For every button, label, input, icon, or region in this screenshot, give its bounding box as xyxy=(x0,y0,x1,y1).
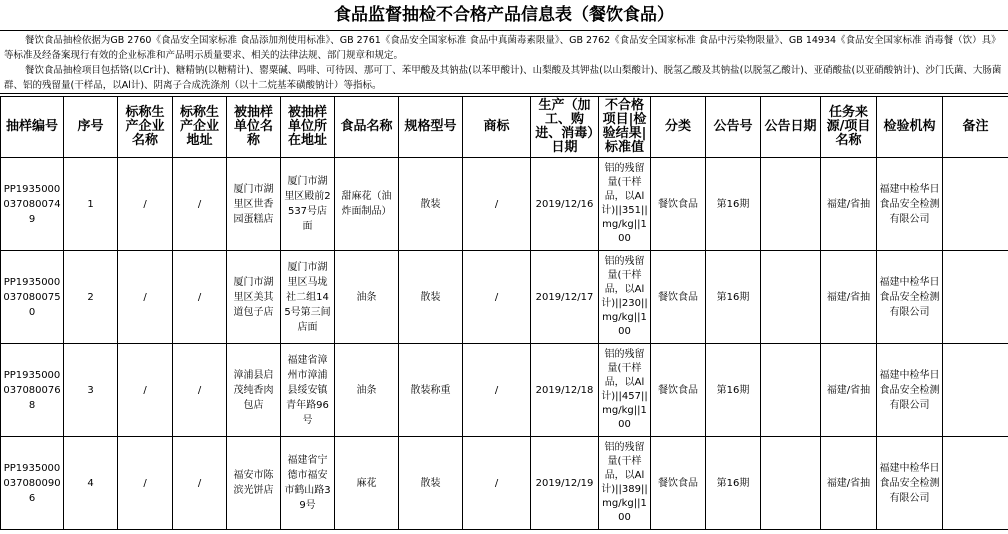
table-cell: 厦门市湖里区马垅社二组145号第三间店面 xyxy=(281,251,335,344)
table-cell: 福建/省抽 xyxy=(821,344,877,437)
table-cell: 福建/省抽 xyxy=(821,158,877,251)
table-cell: / xyxy=(118,437,173,530)
column-header: 标称生产企业地址 xyxy=(173,97,227,158)
table-cell xyxy=(943,437,1008,530)
table-cell: / xyxy=(463,344,531,437)
table-cell: 2 xyxy=(64,251,118,344)
notes xyxy=(0,31,1008,94)
table-cell: 2019/12/19 xyxy=(531,437,599,530)
table-cell: / xyxy=(463,437,531,530)
table-cell: 厦门市湖里区美其道包子店 xyxy=(227,251,281,344)
column-header: 规格型号 xyxy=(399,97,463,158)
column-header: 食品名称 xyxy=(335,97,399,158)
table-cell: 散装 xyxy=(399,251,463,344)
document-title: 食品监督抽检不合格产品信息表（餐饮食品） xyxy=(0,0,1008,31)
table-cell: 餐饮食品 xyxy=(651,251,706,344)
table-cell: 甜麻花（油炸面制品） xyxy=(335,158,399,251)
table-cell: / xyxy=(173,251,227,344)
table-cell: / xyxy=(118,251,173,344)
table-cell: / xyxy=(463,251,531,344)
table-cell: 2019/12/18 xyxy=(531,344,599,437)
table-cell: 铝的残留量(干样品，以Al计)||457||mg/kg||100 xyxy=(599,344,651,437)
table-cell: 散装 xyxy=(399,158,463,251)
table-cell: 2019/12/17 xyxy=(531,251,599,344)
column-header: 抽样编号 xyxy=(1,97,64,158)
table-cell: 福安市陈滨光饼店 xyxy=(227,437,281,530)
table-cell: PP19350000370800768 xyxy=(1,344,64,437)
table-cell: 铝的残留量(干样品，以Al计)||389||mg/kg||100 xyxy=(599,437,651,530)
table-cell: 4 xyxy=(64,437,118,530)
table-cell: 2019/12/16 xyxy=(531,158,599,251)
table-cell: 餐饮食品 xyxy=(651,437,706,530)
column-header: 商标 xyxy=(463,97,531,158)
table-cell: 散装称重 xyxy=(399,344,463,437)
table-cell: 第16期 xyxy=(706,437,761,530)
table-cell: 油条 xyxy=(335,251,399,344)
unqualified-products-table xyxy=(0,96,1008,530)
table-cell: 第16期 xyxy=(706,158,761,251)
table-cell: 麻花 xyxy=(335,437,399,530)
table-cell: 福建中检华日食品安全检测有限公司 xyxy=(877,158,943,251)
column-header: 不合格项目|检验结果|标准值 xyxy=(599,97,651,158)
table-cell: PP19350000370800749 xyxy=(1,158,64,251)
table-cell xyxy=(943,344,1008,437)
table-row xyxy=(1,437,1008,530)
table-cell: 餐饮食品 xyxy=(651,344,706,437)
table-cell: / xyxy=(173,437,227,530)
column-header: 被抽样单位所在地址 xyxy=(281,97,335,158)
table-cell: PP19350000370800906 xyxy=(1,437,64,530)
column-header: 序号 xyxy=(64,97,118,158)
table-cell: / xyxy=(463,158,531,251)
table-cell: 福建中检华日食品安全检测有限公司 xyxy=(877,251,943,344)
table-cell: 厦门市湖里区世香园蛋糕店 xyxy=(227,158,281,251)
column-header: 被抽样单位名称 xyxy=(227,97,281,158)
note-items: 餐饮食品抽检项目包括铬(以Cr计)、糖精钠(以糖精计)、罂粟碱、吗啡、可待因、那可丁、苯甲酸及其钠盐(以苯甲酸计)、山梨酸及其钾盐(以山梨酸计)、脱氢乙酸及其钠盐(以脱氢乙酸计)、亚硝酸盐(以亚硝酸钠计)、沙门氏菌、大肠菌群、铝的残留量(干样品，以Al计)、阴离子合成洗涤剂（以十二烷基苯磺酸钠计）等指标。 xyxy=(4,65,1002,91)
table-cell: 3 xyxy=(64,344,118,437)
table-cell xyxy=(761,437,821,530)
table-row xyxy=(1,251,1008,344)
table-cell xyxy=(943,251,1008,344)
column-header: 检验机构 xyxy=(877,97,943,158)
table-cell: 散装 xyxy=(399,437,463,530)
table-row xyxy=(1,158,1008,251)
table-cell: 铝的残留量(干样品，以Al计)||230||mg/kg||100 xyxy=(599,251,651,344)
table-cell xyxy=(761,251,821,344)
table-cell xyxy=(761,344,821,437)
column-header: 标称生产企业名称 xyxy=(118,97,173,158)
table-cell: 福建省宁德市福安市鹤山路39号 xyxy=(281,437,335,530)
table-cell: 福建中检华日食品安全检测有限公司 xyxy=(877,437,943,530)
table-cell: 漳浦县启茂纯香肉包店 xyxy=(227,344,281,437)
header-row xyxy=(1,97,1008,158)
table-cell: / xyxy=(118,158,173,251)
table-cell: / xyxy=(173,344,227,437)
note-standards: 餐饮食品抽检依据为GB 2760《食品安全国家标准 食品添加剂使用标准》、GB 2761《食品安全国家标准 食品中真菌毒素限量》、GB 2762《食品安全国家标准 食品中污染物限量》、GB 14934《食品安全国家标准 消毒餐（饮）具》等标准及经备案现行有效的企业标准和产品明示质量要求、相关的法律法规、部门规章和规定。 xyxy=(4,35,1001,61)
table-row xyxy=(1,344,1008,437)
column-header: 备注 xyxy=(943,97,1008,158)
column-header: 任务来源/项目名称 xyxy=(821,97,877,158)
table-cell: 第16期 xyxy=(706,251,761,344)
table-cell: 福建省漳州市漳浦县绥安镇青年路96号 xyxy=(281,344,335,437)
table-cell: 福建/省抽 xyxy=(821,251,877,344)
table-cell: 1 xyxy=(64,158,118,251)
column-header: 分类 xyxy=(651,97,706,158)
table-cell: PP19350000370800750 xyxy=(1,251,64,344)
table-cell: 福建/省抽 xyxy=(821,437,877,530)
table-cell: 油条 xyxy=(335,344,399,437)
table-cell: 厦门市湖里区殿前2537号店面 xyxy=(281,158,335,251)
column-header: 公告号 xyxy=(706,97,761,158)
table-cell xyxy=(761,158,821,251)
table-cell: / xyxy=(118,344,173,437)
table-cell: / xyxy=(173,158,227,251)
table-cell: 铝的残留量(干样品，以Al计)||351||mg/kg||100 xyxy=(599,158,651,251)
table-cell: 餐饮食品 xyxy=(651,158,706,251)
table-cell xyxy=(943,158,1008,251)
column-header: 生产（加工、购进、消毒）日期 xyxy=(531,97,599,158)
column-header: 公告日期 xyxy=(761,97,821,158)
table-cell: 第16期 xyxy=(706,344,761,437)
table-cell: 福建中检华日食品安全检测有限公司 xyxy=(877,344,943,437)
